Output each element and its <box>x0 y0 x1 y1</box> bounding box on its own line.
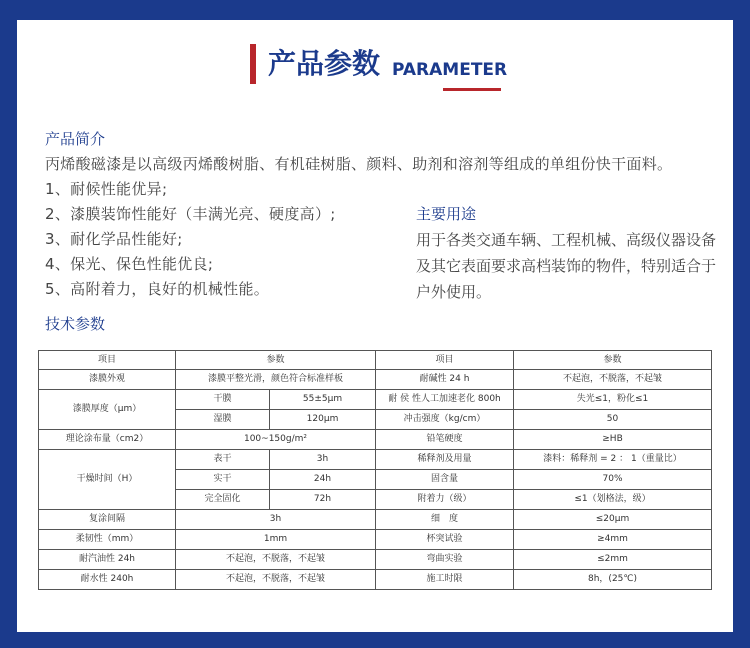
table-cell: ≤1（划格法，级） <box>514 490 712 510</box>
page-title-english: PARAMETER <box>392 60 508 80</box>
table-cell: 漆料：稀释剂 = 2 ： 1（重量比） <box>514 450 712 470</box>
table-cell: 表干 <box>176 450 270 470</box>
table-header-cell: 项目 <box>376 351 514 370</box>
table-row <box>39 450 712 470</box>
tech-heading: 技术参数 <box>45 315 106 333</box>
table-cell: 不起泡，不脱落，不起皱 <box>176 570 376 590</box>
table-cell: 干燥时间（H） <box>39 450 176 510</box>
table-header-cell: 参数 <box>176 351 376 370</box>
table-cell: 复涂间隔 <box>39 510 176 530</box>
table-cell: 理论涂布量（cm2） <box>39 430 176 450</box>
title-underline <box>443 88 501 91</box>
table-cell: 漆膜厚度（μm） <box>39 390 176 430</box>
feature-item: 5、高附着力，良好的机械性能。 <box>45 280 270 298</box>
table-cell: 耐水性 240h <box>39 570 176 590</box>
table-cell: 湿膜 <box>176 410 270 430</box>
feature-item: 2、漆膜装饰性能好（丰满光亮、硬度高）; <box>45 205 336 223</box>
table-row <box>39 510 712 530</box>
table-cell: 不起泡，不脱落，不起皱 <box>176 550 376 570</box>
table-cell: 24h <box>270 470 376 490</box>
table-cell: 弯曲实验 <box>376 550 514 570</box>
table-cell: 耐 侯 性人工加速老化 800h <box>376 390 514 410</box>
table-row <box>39 370 712 390</box>
table-cell: 3h <box>176 510 376 530</box>
table-row <box>39 530 712 550</box>
table-cell: 3h <box>270 450 376 470</box>
table-header-cell: 参数 <box>514 351 712 370</box>
table-cell: 实干 <box>176 470 270 490</box>
table-cell: 70% <box>514 470 712 490</box>
table-row <box>39 550 712 570</box>
parameter-table <box>38 350 712 590</box>
table-cell: 固含量 <box>376 470 514 490</box>
table-cell: 完全固化 <box>176 490 270 510</box>
table-cell: 50 <box>514 410 712 430</box>
usage-text: 用于各类交通车辆、工程机械、高级仪器设备及其它表面要求高档装饰的物件，特别适合于户外使用。 <box>416 231 717 301</box>
table-cell: 稀释剂及用量 <box>376 450 514 470</box>
table-cell: 漆膜外观 <box>39 370 176 390</box>
table-header-cell: 项目 <box>39 351 176 370</box>
table-cell: ≤2mm <box>514 550 712 570</box>
feature-item: 4、保光、保色性能优良; <box>45 255 214 273</box>
usage-heading: 主要用途 <box>416 205 477 223</box>
table-row <box>39 570 712 590</box>
page-title: 产品参数 <box>268 47 381 80</box>
table-cell: 耐碱性 24 h <box>376 370 514 390</box>
intro-description: 丙烯酸磁漆是以高级丙烯酸树脂、有机硅树脂、颜料、助剂和溶剂等组成的单组份快干面料。 <box>45 155 673 173</box>
table-cell: 100~150g/m² <box>176 430 376 450</box>
table-cell: 耐汽油性 24h <box>39 550 176 570</box>
feature-item: 3、耐化学品性能好; <box>45 230 183 248</box>
table-cell: 铅笔硬度 <box>376 430 514 450</box>
table-cell: ≥4mm <box>514 530 712 550</box>
table-cell: 干膜 <box>176 390 270 410</box>
intro-heading: 产品简介 <box>45 130 106 148</box>
table-cell: 55±5μm <box>270 390 376 410</box>
table-cell: 失光≤1，粉化≤1 <box>514 390 712 410</box>
table-cell: ≥HB <box>514 430 712 450</box>
table-cell: 杯突试验 <box>376 530 514 550</box>
table-cell: 施工时限 <box>376 570 514 590</box>
table-header-row <box>39 351 712 370</box>
feature-item: 1、耐候性能优异; <box>45 180 168 198</box>
table-row <box>39 390 712 410</box>
table-cell: 附着力（级） <box>376 490 514 510</box>
table-cell: 72h <box>270 490 376 510</box>
table-cell: 8h，(25℃) <box>514 570 712 590</box>
table-cell: 冲击强度（kg/cm） <box>376 410 514 430</box>
table-cell: 细 度 <box>376 510 514 530</box>
title-accent-bar <box>250 44 256 84</box>
table-cell: 120μm <box>270 410 376 430</box>
table-cell: 不起泡，不脱落，不起皱 <box>514 370 712 390</box>
table-row <box>39 430 712 450</box>
table-cell: ≤20μm <box>514 510 712 530</box>
table-cell: 漆膜平整光滑，颜色符合标准样板 <box>176 370 376 390</box>
table-cell: 1mm <box>176 530 376 550</box>
table-cell: 柔韧性（mm） <box>39 530 176 550</box>
